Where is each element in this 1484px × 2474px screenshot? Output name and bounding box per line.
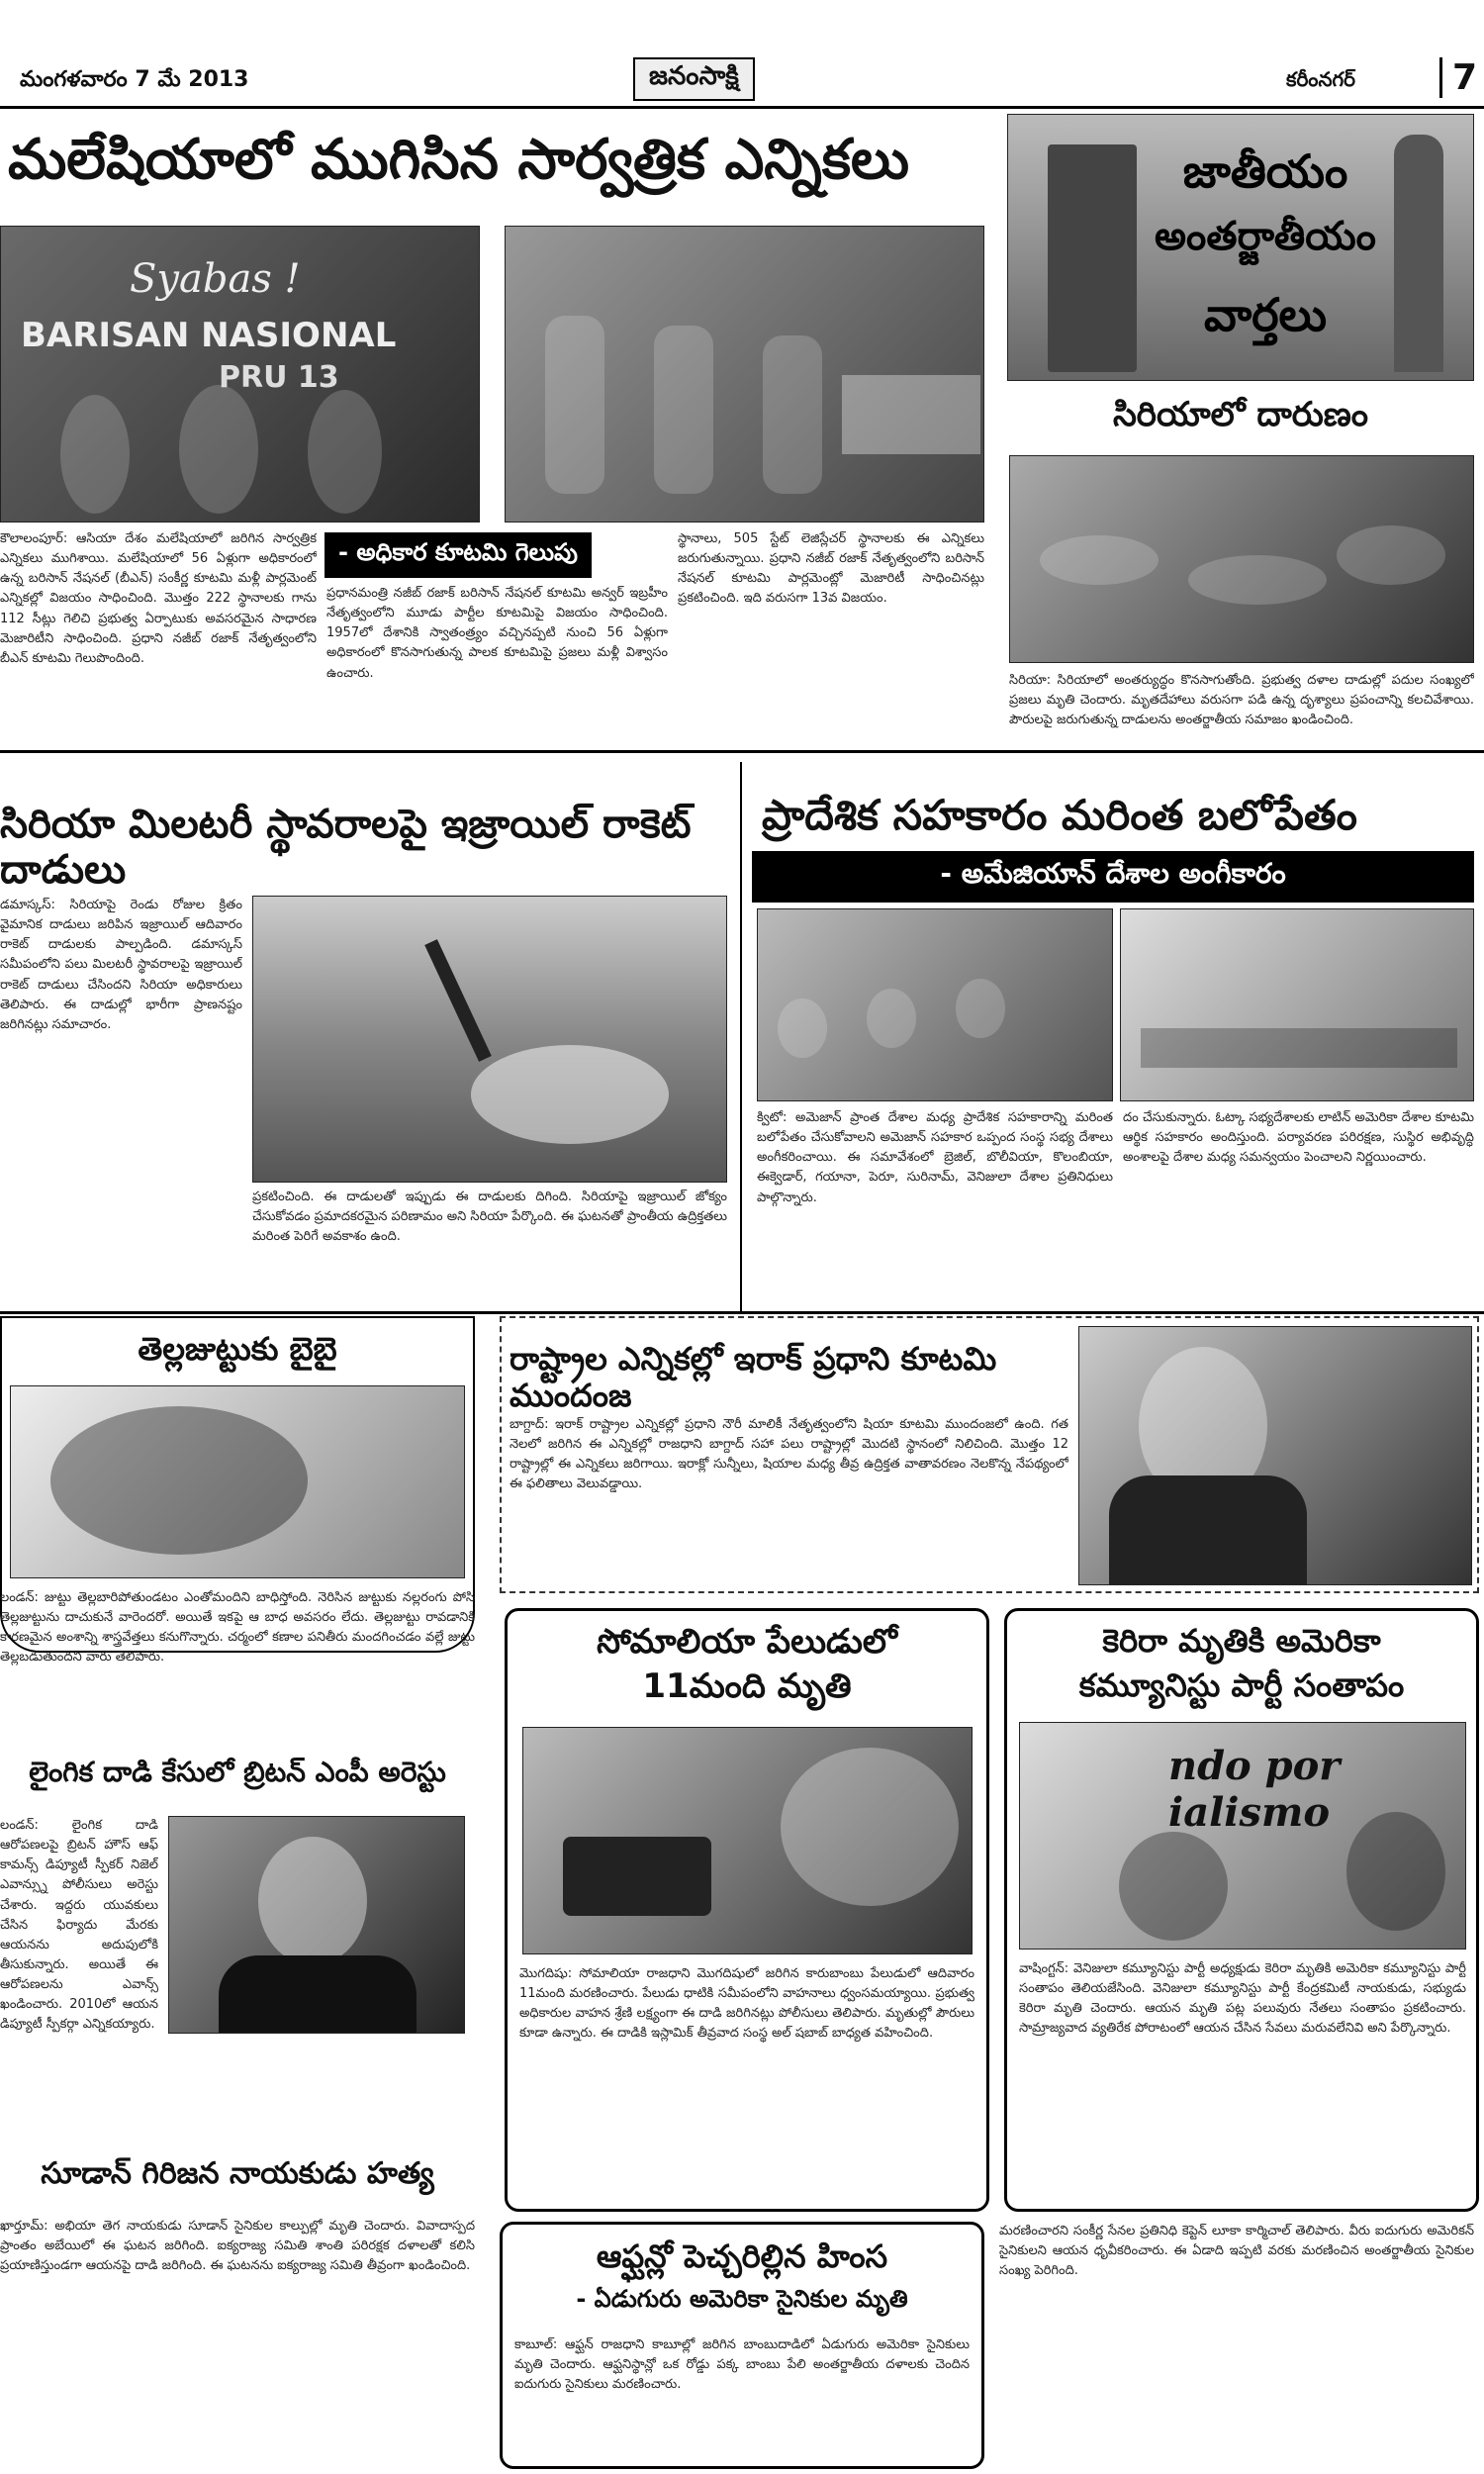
amazon-meeting-photo-1 [757,908,1113,1101]
syria-dire-body: సిరియా: సిరియాలో అంతర్యుద్ధం కొనసాగుతోంది. ప్రభుత్వ దళాల దాడుల్లో పదుల సంఖ్యలో ప్రజలు మృతి చెందారు. మృతదేహాలు వరుసగా పడి ఉన్న దృశ్యాలు ప్రపంచాన్ని కలచివేశాయి. పౌరులపై జరుగుతున్న దాడులను అంతర్జాతీయ సమాజం ఖండించింది. [1009,673,1474,728]
afghan-headline: ఆఫ్ఘన్లో పెచ్చరిల్లిన హింస [596,2237,888,2275]
rocket-launch-photo [252,896,727,1183]
page-number: 7 [1439,57,1477,98]
kerira-event-photo [1019,1722,1466,1950]
kerira-body: వాషింగ్టన్: వెనిజులా కమ్యూనిస్టు పార్టీ అధ్యక్షుడు కెరిరా మృతికి అమెరికా కమ్యూనిస్టు పార్టీ సంతాపం తెలియజేసింది. వెనిజులా కమ్యూనిస్టు పార్టీ కేంద్రకమిటీ నాయకుడు, సభ్యుడు కెరిరా మృతి చెందారు. ఆయన మృతి పట్ల పలువురు నేతలు సంతాపం ప్రకటించారు. సామ్రాజ్యవాద వ్యతిరేక పోరాటంలో ఆయన చేసిన సేవలు మరువలేనివి అని పేర్కొన్నారు. [1019,1961,1466,2037]
amazon-meeting-photo-2 [1120,908,1474,1101]
banner-line-1: జాతీయం [1182,144,1348,198]
photo-banner-text-2: BARISAN NASIONAL [21,316,397,355]
somalia-headline-1: సోమాలియా పేలుడులో [597,1622,897,1662]
britain-mp-body: లండన్: లైంగిక దాడి ఆరోపణలపై బ్రిటన్ హౌస్ ఆఫ్ కామన్స్ డిప్యూటీ స్పీకర్ నిజెల్ ఎవాన్స్ను పోలీసులు అరెస్టు చేశారు. ఇద్దరు యువకులు చేసిన ఫిర్యాదు మేరకు ఆయనను అదుపులోకి తీసుకున్నారు. అయితే ఈ ఆరోపణలను ఎవాన్స్ ఖండించారు. 2010లో ఆయన డిప్యూటీ స్పీకర్గా ఎన్నికయ్యారు. [0,1818,158,2033]
rocket-icon [424,939,492,1062]
israel-strike-body-2: ప్రకటించింది. ఈ దాడులతో ఇప్పుడు ఈ దాడులకు దిగింది. సిరియాపై ఇజ్రాయిల్ జోక్యం చేసుకోవడం ప్రమాదకరమైన పరిణామం అని సిరియా పేర్కొంది. ఈ ఘటనతో ప్రాంతీయ ఉద్రిక్తతలు మరింత పెరిగే అవకాశం ఉంది. [252,1189,727,1245]
malaysia-celebration-photo [0,226,480,523]
malaysia-body-2: ప్రధానమంత్రి నజీబ్ రజాక్ బరిసాన్ నేషనల్ కూటమి అన్వర్ ఇబ్రహీం నేతృత్వంలోని మూడు పార్టీల కూటమిపై విజయం సాధించింది. 1957లో దేశానికి స్వాతంత్ర్యం వచ్చినప్పటి నుంచి 56 ఏళ్లుగా అధికారంలో కొనసాగుతున్న పాలక కూటమిపై ప్రజలు మళ్లీ విశ్వాసం ఉంచారు. [326,586,668,681]
afghan-subhead: - ఏడుగురు అమెరికా సైనికుల మృతి [576,2285,908,2313]
somalia-body: మొగదిషు: సోమాలియా రాజధాని మొగదిషులో జరిగిన కారుబాంబు పేలుడులో ఆదివారం 11మంది మరణించారు. పేలుడు ధాటికి సమీపంలోని వాహనాలు ధ్వంసమయ్యాయి. ప్రభుత్వ అధికారుల వాహన శ్రేణి లక్ష్యంగా ఈ దాడి జరిగినట్లు పోలీసులు తెలిపారు. మృతుల్లో పౌరులు కూడా ఉన్నారు. ఈ దాడికి ఇస్లామిక్ తీవ్రవాద సంస్థ అల్ షబాబ్ బాధ్యత వహించింది. [519,1966,974,2042]
afghan-body-2: మరణించారని సంకీర్ణ సేనల ప్రతినిధి కెప్టెన్ లూకా కార్మిచాల్ తెలిపారు. వీరు ఐదుగురు అమెరికన్ సైనికులని ఆయన ధృవీకరించారు. ఈ ఏడాది ఇప్పటి వరకు మరణించిన అంతర్జాతీయ సైనికుల సంఖ్య పెరిగింది. [999,2224,1474,2279]
kerira-headline-1: కెరిరా మృతికి అమెరికా [1102,1622,1381,1660]
israel-strike-body-1: డమాస్కస్: సిరియాపై రెండు రోజుల క్రితం వైమానిక దాడులు జరిపిన ఇజ్రాయిల్ ఆదివారం రాకెట్ దాడులకు పాల్పడింది. డమాస్కస్ సమీపంలోని పలు మిలటరీ స్థావరాలపై ఇజ్రాయిల్ రాకెట్ దాడులు చేసిందని సిరియా అధికారులు తెలిపారు. ఈ దాడుల్లో భారీగా ప్రాణనష్టం జరిగినట్లు సమాచారం. [0,898,242,1032]
iraq-leader-photo [1078,1326,1472,1585]
afghan-body-1: కాబూల్: ఆఫ్ఘన్ రాజధాని కాబూల్లో జరిగిన బాంబుదాడిలో ఏడుగురు అమెరికా సైనికులు మృతి చెందారు. ఆఫ్ఘనిస్థాన్లో ఒక రోడ్డు పక్క బాంబు పేలి అంతర్జాతీయ దళాలకు చెందిన ఐదుగురు సైనికులు మరణించారు. [514,2337,970,2393]
regional-coop-headline: ప్రాదేశిక సహకారం మరింత బలోపేతం [762,791,1357,839]
grey-hair-body: లండన్: జుట్టు తెల్లబారిపోతుండటం ఎంతోమందిని బాధిస్తోంది. నెరిసిన జుట్టుకు నల్లరంగు పోసి తెల్లజుట్టును దాచుకునే వారెందరో. అయితే ఇకపై ఆ బాధ అవసరం లేదు. తెల్లజుట్టు రావడానికి కారణమైన అంశాన్ని శాస్త్రవేత్తలు కనుగొన్నారు. చర్మంలో కణాల పనితీరు మందగించడం వల్లే జుట్టు తెల్లబడుతుందని వారు తెలిపారు. [0,1590,475,1665]
malaysia-headline: మలేషియాలో ముగిసిన సార్వత్రిక ఎన్నికలు [8,128,910,192]
grey-hair-headline: తెల్లజుట్టుకు బైబై [138,1330,337,1368]
malaysia-vote-counting-photo [505,226,984,523]
section-divider [0,750,1484,753]
edition-location: కరీంనగర్ [1286,67,1355,91]
malaysia-body-1: కౌలాలంపూర్: ఆసియా దేశం మలేషియాలో జరిగిన సార్వత్రిక ఎన్నికలు ముగిశాయి. మలేషియాలో 56 ఏళ్లుగా అధికారంలో ఉన్న బరిసాన్ నేషనల్ (బీఎన్) సంకీర్ణ కూటమి మళ్లీ పార్లమెంట్ ఎన్నికల్లో విజయం సాధించింది. మొత్తం 222 స్థానాలకు గాను 112 సీట్లు గెలిచి ప్రభుత్వ ఏర్పాటుకు అవసరమైన సాధారణ మెజారిటీని సాధించింది. ప్రధాని నజీబ్ రజాక్ నేతృత్వంలోని బీఎన్ కూటమి గెలుపొందింది. [0,531,317,666]
syria-dire-headline: సిరియాలో దారుణం [1112,395,1369,434]
malaysia-kicker: - అధికార కూటమి గెలుపు [325,532,592,578]
masthead-logo: జనంసాక్షి [633,57,755,101]
israel-strike-headline: సిరియా మిలటరీ స్థావరాలపై ఇజ్రాయిల్ రాకెట్ దాడులు [0,802,692,893]
column-divider [740,762,742,1311]
regional-coop-body-2: దం చేసుకున్నారు. ఓట్కా సభ్యదేశాలకు లాటిన్ అమెరికా దేశాల కూటమి ఆర్థిక సహకారం అందిస్తుంది. పర్యావరణ పరిరక్షణ, సుస్థిర అభివృద్ధి అంశాలపై దేశాల మధ్య సమన్వయం పెంచాలని నిర్ణయించారు. [1123,1110,1474,1166]
section-divider-2 [0,1311,1484,1314]
grey-hair-photo [10,1385,465,1578]
section-banner [1007,114,1474,381]
page-header [0,0,1484,109]
banner-line-3: వార్తలు [1203,288,1328,341]
burnt-vehicle-icon [563,1837,711,1916]
syria-victims-photo [1009,455,1474,663]
sudan-headline: సూడాన్ గిరిజన నాయకుడు హత్య [41,2156,434,2191]
issue-date: మంగళవారం 7 మే 2013 [20,67,249,92]
regional-coop-body-1: క్విటో: అమెజాన్ ప్రాంత దేశాల మధ్య ప్రాదేశిక సహకారాన్ని మరింత బలోపేతం చేసుకోవాలని అమెజాన్ సహకార ఒప్పంద సంస్థ సభ్య దేశాలు అంగీకరించాయి. ఈ సమావేశంలో బ్రెజిల్, బొలీవియా, కొలంబియా, ఈక్వెడార్, గయానా, పెరూ, సురినామ్, వెనిజులా దేశాల ప్రతినిధులు పాల్గొన్నారు. [757,1110,1113,1205]
sudan-body: ఖార్తూమ్: అభియా తెగ నాయకుడు సూడాన్ సైనికుల కాల్పుల్లో మృతి చెందారు. వివాదాస్పద ప్రాంతం అబేయిలో ఈ ఘటన జరిగింది. ఐక్యరాజ్య సమితి శాంతి పరిరక్షక దళాలతో కలిసి ప్రయాణిస్తుండగా ఆయనపై దాడి జరిగింది. ఈ ఘటనను ఐక్యరాజ్య సమితి తీవ్రంగా ఖండించింది. [0,2219,475,2274]
iraq-headline: రాష్ట్రాల ఎన్నికల్లో ఇరాక్ ప్రధాని కూటమి ముందంజ [510,1340,997,1414]
kerira-headline-2: కమ్యూనిస్టు పార్టీ సంతాపం [1078,1666,1405,1704]
somalia-blast-photo [522,1727,973,1954]
photo-banner-text-1: Syabas ! [130,256,301,302]
regional-coop-subhead: - అమేజియాన్ దేశాల అంగీకారం [752,851,1474,903]
photo-banner-text-3: PRU 13 [219,360,339,395]
malaysia-body-3: స్థానాలు, 505 స్టేట్ లెజిస్లేచర్ స్థానాలకు ఈ ఎన్నికలు జరుగుతున్నాయి. ప్రధాని నజీబ్ రజాక్ నేతృత్వంలోని బరిసాన్ నేషనల్ కూటమి పార్లమెంట్లో మెజారిటీ సాధించినట్లు ప్రకటించింది. ఇది వరుసగా 13వ విజయం. [678,531,984,607]
britain-mp-photo [168,1816,465,2034]
somalia-headline-2: 11మంది మృతి [642,1666,852,1706]
iraq-body: బాగ్దాద్: ఇరాక్ రాష్ట్రాల ఎన్నికల్లో ప్రధాని నౌరీ మాలికీ నేతృత్వంలోని షియా కూటమి ముందంజలో ఉంది. గత నెలలో జరిగిన ఈ ఎన్నికల్లో రాజధాని బాగ్దాద్ సహా పలు రాష్ట్రాల్లో మొదటి స్థానంలో నిలిచింది. మొత్తం 12 రాష్ట్రాల్లో ఈ ఎన్నికలు జరిగాయి. ఇరాక్లో సున్నీలు, షియాల మధ్య తీవ్ర ఉద్రిక్తత వాతావరణం నెలకొన్న నేపథ్యంలో ఈ ఫలితాలు వెలువడ్డాయి. [510,1417,1068,1492]
kerira-photo-text: ndo por ialismo [1168,1743,1341,1836]
banner-line-2: అంతర్జాతీయం [1155,214,1376,259]
britain-mp-headline: లైంగిక దాడి కేసులో బ్రిటన్ ఎంపీ అరెస్టు [29,1756,446,1788]
